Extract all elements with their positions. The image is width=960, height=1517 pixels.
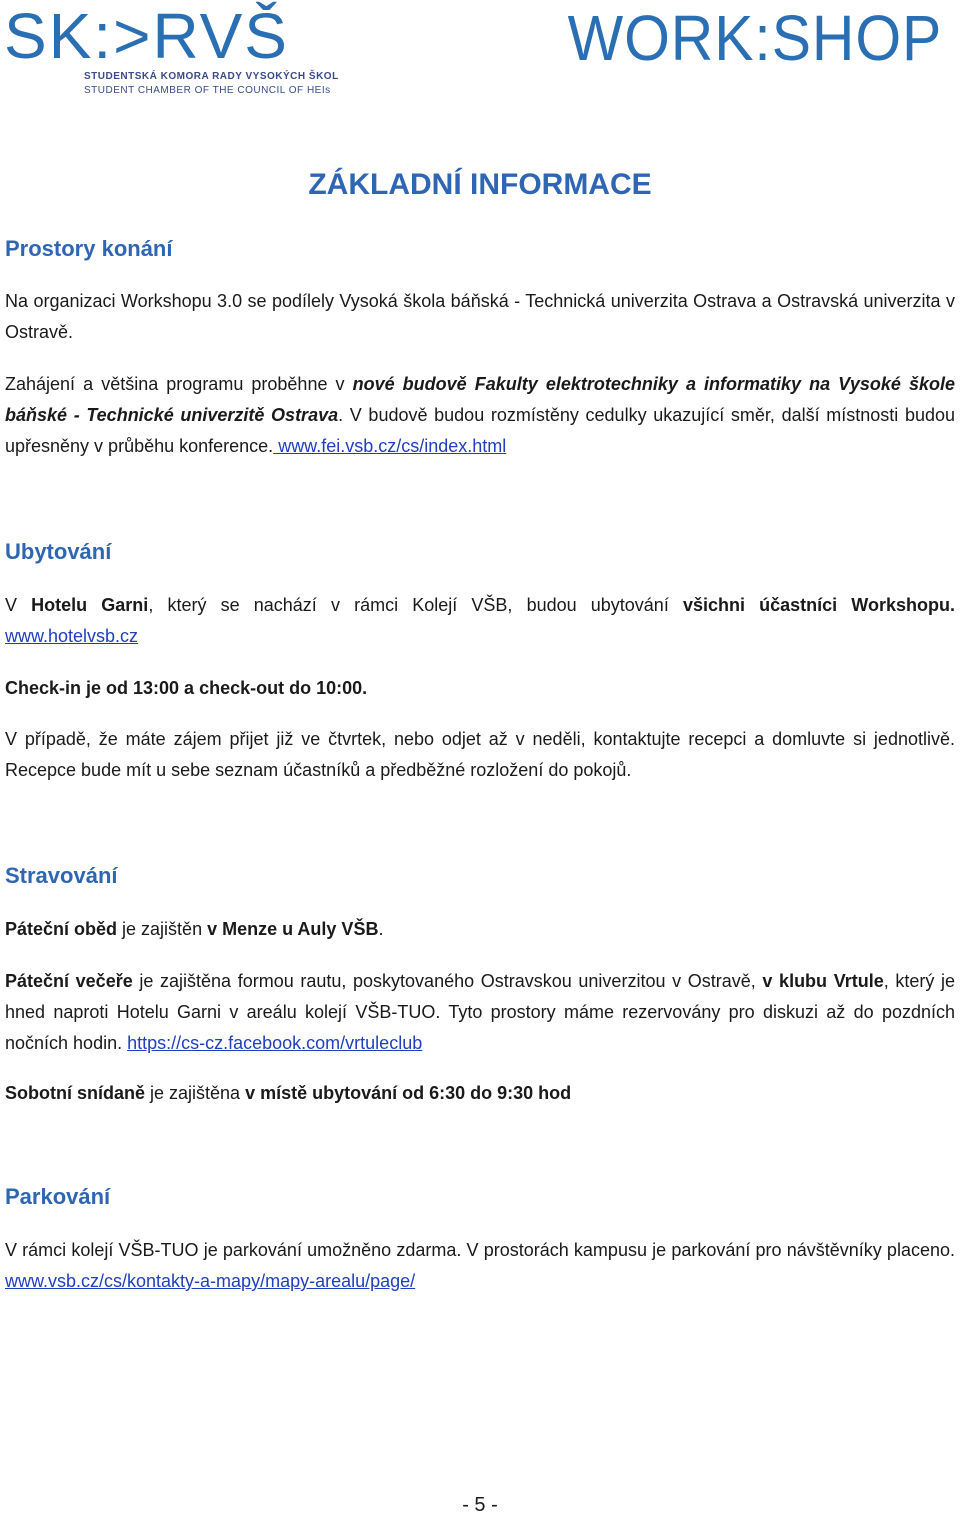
heading-ubytovani: Ubytování bbox=[5, 539, 112, 564]
vrtule-link[interactable]: https://cs-cz.facebook.com/vrtuleclub bbox=[127, 1033, 423, 1053]
workshop-logo: WORK:SHOP bbox=[567, 2, 942, 74]
prostory-paragraph-1: Na organizaci Workshopu 3.0 se podílely Vysoká škola báňská - Technická univerzita Ostrava a Ostravská univerzita v Ostravě. bbox=[5, 291, 955, 342]
heading-parkovani: Parkování bbox=[5, 1184, 111, 1209]
skrvs-logo-subtitle-cz: STUDENTSKÁ KOMORA RADY VYSOKÝCH ŠKOL bbox=[84, 71, 339, 82]
checkin-paragraph: Check-in je od 13:00 a check-out do 10:00. bbox=[5, 678, 368, 698]
ubytovani-paragraph-1: V Hotelu Garni, který se nachází v rámci Kolejí VŠB, budou ubytování všichni účastníci Workshopu. www.hotelvsb.cz bbox=[5, 595, 955, 646]
parkovani-paragraph: V rámci kolejí VŠB-TUO je parkování umožněno zdarma. V prostorách kampusu je parkování pro návštěvníky placeno. www.vsb.cz/cs/kontakty-a-mapy/mapy-arealu/page/ bbox=[5, 1240, 955, 1291]
hotel-link[interactable]: www.hotelvsb.cz bbox=[5, 626, 139, 646]
skrvs-logo-subtitle-en: STUDENT CHAMBER OF THE COUNCIL OF HEIs bbox=[84, 85, 331, 96]
heading-stravovani: Stravování bbox=[5, 863, 118, 888]
skrvs-logo-mark: SK:>RVŠ bbox=[4, 0, 289, 72]
stravovani-paragraph-1: Páteční oběd je zajištěn v Menze u Auly VŠB. bbox=[5, 919, 384, 939]
heading-prostory: Prostory konání bbox=[5, 236, 173, 261]
stravovani-paragraph-2: Páteční večeře je zajištěna formou rautu, poskytovaného Ostravskou univerzitou v Ostravě, v klubu Vrtule, který je hned naproti Hotelu Garni v areálu kolejí VŠB-TUO. Tyto prostory máme rezervovány pro diskuzi až do pozdních nočních hodin. https://cs-cz.facebook.com/vrtuleclub bbox=[5, 971, 956, 1053]
vsb-map-link[interactable]: www.vsb.cz/cs/kontakty-a-mapy/mapy-arealu/page/ bbox=[5, 1271, 416, 1291]
page-number: - 5 - bbox=[462, 1494, 498, 1516]
ubytovani-paragraph-3: V případě, že máte zájem přijet již ve čtvrtek, nebo odjet až v neděli, kontaktujte recepci a domluvte si jednotlivě. Recepce bude mít u sebe seznam účastníků a předběžné rozložení do pokojů. bbox=[5, 729, 955, 780]
skrvs-logo bbox=[4, 0, 339, 100]
page-title: ZÁKLADNÍ INFORMACE bbox=[308, 168, 652, 201]
fei-link[interactable]: www.fei.vsb.cz/cs/index.html bbox=[273, 436, 507, 456]
stravovani-paragraph-3: Sobotní snídaně je zajištěna v místě ubytování od 6:30 do 9:30 hod bbox=[5, 1083, 572, 1103]
prostory-paragraph-2: Zahájení a většina programu proběhne v nové budově Fakulty elektrotechniky a informatiky na Vysoké škole báňské - Technické univerzitě Ostrava. V budově budou rozmístěny cedulky ukazující směr, další místnosti budou upřesněny v průběhu konference. www.fei.vsb.cz/cs/index.html bbox=[5, 374, 955, 456]
page-header bbox=[0, 0, 960, 110]
